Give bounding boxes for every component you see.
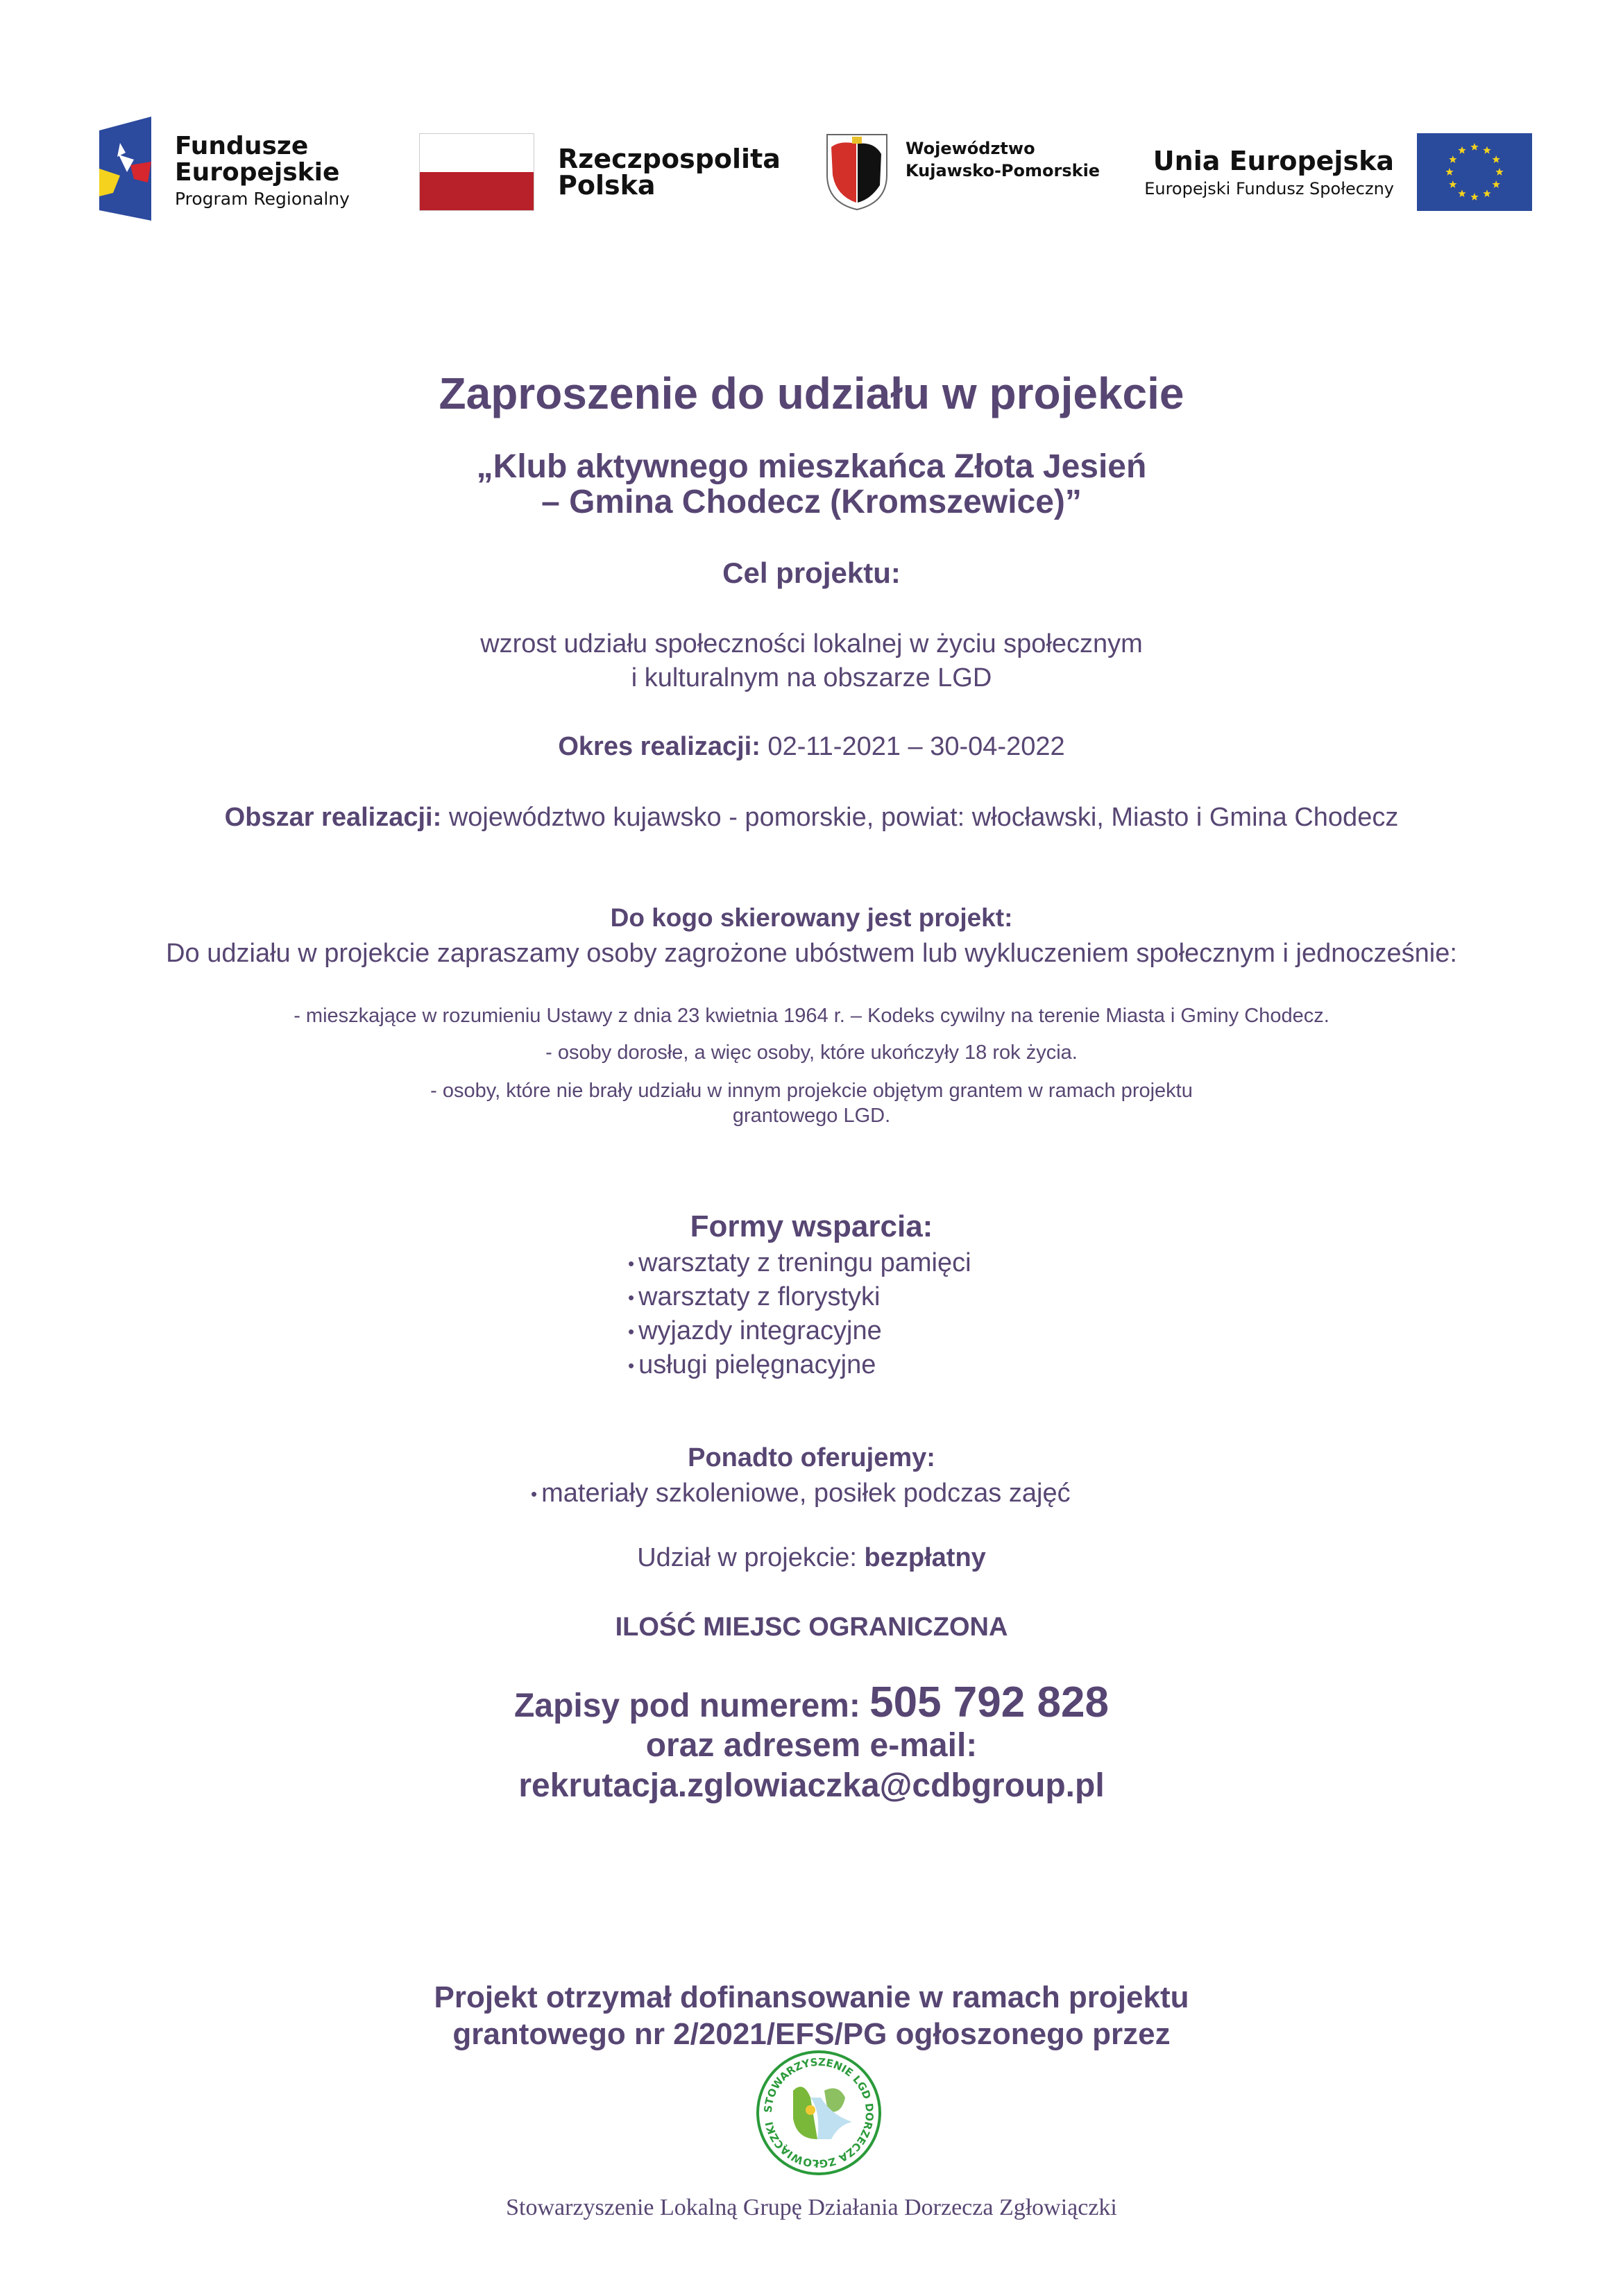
lgd-seal-logo: [755, 2049, 883, 2177]
ue-name: Unia Europejska: [1153, 146, 1394, 176]
fe-name: Fundusze Europejskie: [175, 132, 340, 187]
contact-phone: Zapisy pod numerem: 505 792 828: [514, 1678, 1109, 1726]
list-item: • materiały szkoleniowe, posiłek podczas zajęć: [531, 1477, 1071, 1511]
criterion: - osoby, które nie brały udziału w innym projekcie objętym grantem w ramach projektu grantowego LGD.: [430, 1080, 1193, 1127]
period: Okres realizacji: 02-11-2021 – 30-04-2022: [558, 732, 1065, 761]
list-item: • warsztaty z florystyki: [628, 1280, 971, 1314]
support-list: [628, 1246, 971, 1382]
goal-text: wzrost udziału społeczności lokalnej w życiu społecznym i kulturalnym na obszarze LGD: [480, 629, 1143, 692]
target-intro: Do udziału w projekcie zapraszamy osoby zagrożone ubóstwem lub wykluczeniem społecznym i jednocześnie:: [166, 939, 1457, 968]
rp-name: Rzeczpospolita Polska: [558, 144, 781, 201]
funding-note: Projekt otrzymał dofinansowanie w ramach projektu grantowego nr 2/2021/EFS/PG ogłoszonego przez: [434, 1980, 1189, 2051]
contact-email[interactable]: rekrutacja.zglowiaczka@cdbgroup.pl: [518, 1767, 1105, 1804]
page-title: Zaproszenie do udziału w projekcie: [439, 368, 1184, 418]
fe-flag-icon: [99, 117, 155, 221]
limited-places: ILOŚĆ MIEJSC OGRANICZONA: [615, 1613, 1008, 1642]
criterion: - mieszkające w rozumieniu Ustawy z dnia 23 kwietnia 1964 r. – Kodeks cywilny na terenie Miasta i Gminy Chodecz.: [294, 1005, 1329, 1027]
eu-flag-icon: [1417, 133, 1532, 211]
target-heading: Do kogo skierowany jest projekt:: [610, 903, 1013, 932]
organization-name: Stowarzyszenie Lokalną Grupę Działania Dorzecza Zgłowiączki: [506, 2195, 1117, 2220]
coat-of-arms-icon: [826, 133, 888, 211]
fe-program: Program Regionalny: [175, 189, 350, 209]
list-item: • usługi pielęgnacyjne: [628, 1348, 971, 1382]
criterion: - osoby dorosłe, a więc osoby, które ukończyły 18 rok życia.: [545, 1041, 1078, 1064]
support-heading: Formy wsparcia:: [690, 1209, 933, 1243]
ue-fund: Europejski Fundusz Społeczny: [1144, 179, 1394, 198]
goal-heading: Cel projektu:: [722, 556, 901, 589]
extra-list: [531, 1477, 1071, 1511]
extra-heading: Ponadto oferujemy:: [688, 1443, 935, 1472]
list-item: • warsztaty z treningu pamięci: [628, 1246, 971, 1280]
kp-name: Województwo Kujawsko-Pomorskie: [906, 139, 1101, 180]
fee: Udział w projekcie: bezpłatny: [637, 1543, 986, 1572]
contact-line2: oraz adresem e-mail:: [645, 1727, 978, 1764]
svg-text:STOWARZYSZENIE LGD DORZECZA ZG: STOWARZYSZENIE LGD DORZECZA ZGŁOWIĄCZKI: [761, 2055, 876, 2170]
project-name: „Klub aktywnego mieszkańca Złota Jesień – Gmina Chodecz (Kromszewice)”: [476, 448, 1147, 520]
list-item: • wyjazdy integracyjne: [628, 1314, 971, 1348]
area: Obszar realizacji: województwo kujawsko - pomorskie, powiat: włocławski, Miasto i Gmina Chodecz: [224, 803, 1399, 832]
polish-flag-icon: [419, 133, 534, 211]
